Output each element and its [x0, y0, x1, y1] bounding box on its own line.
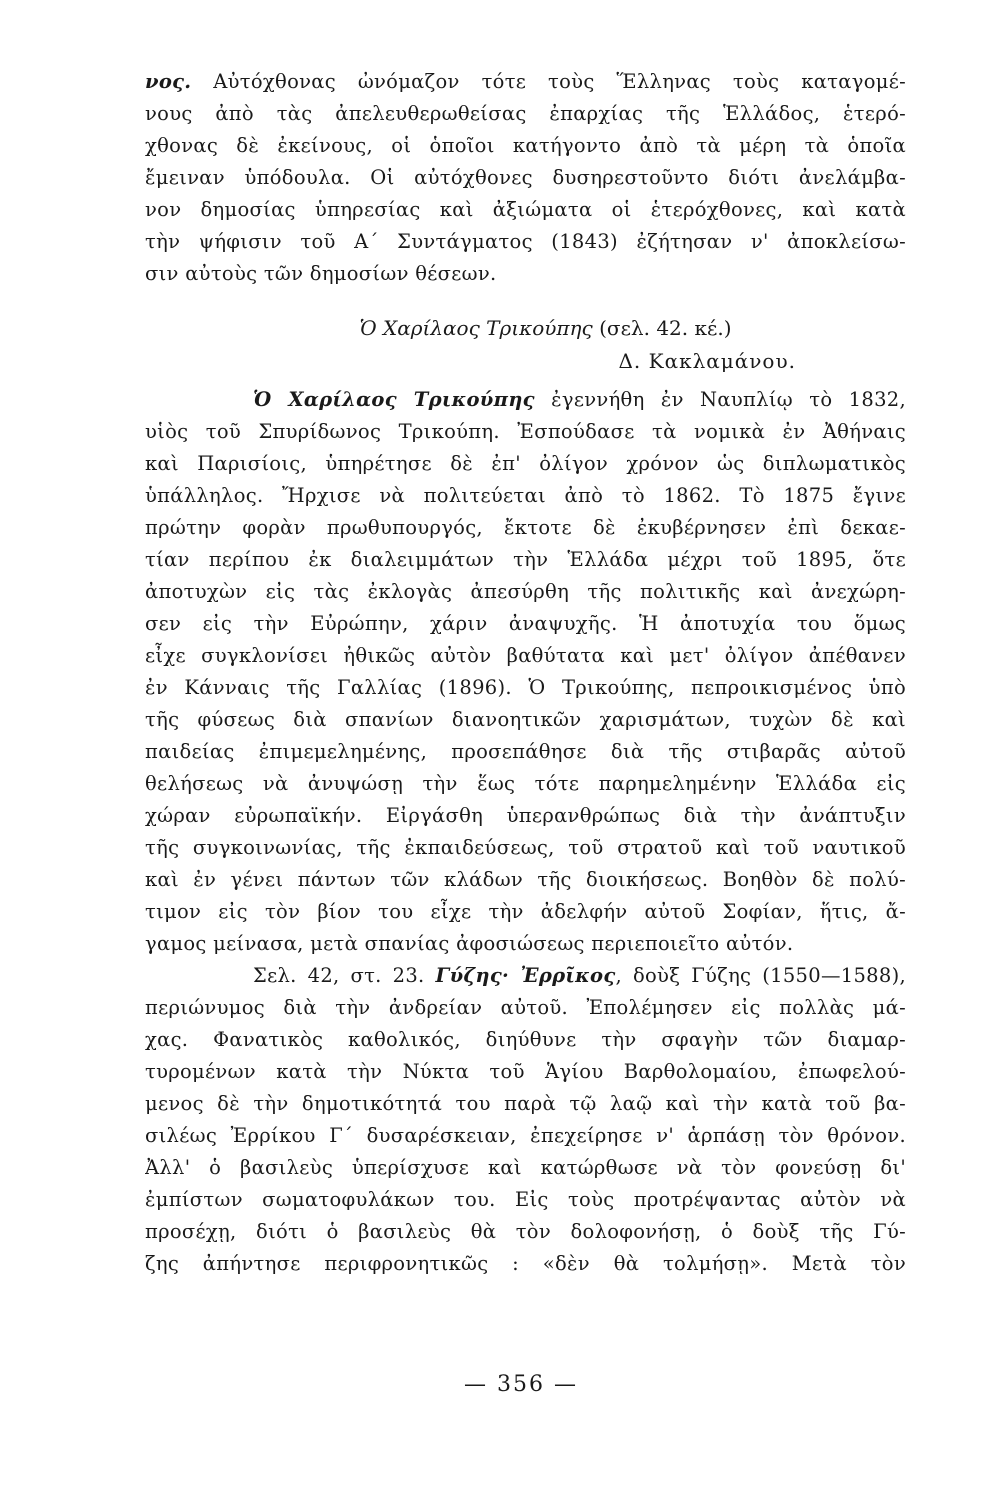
paragraph-autochthons	[145, 66, 906, 290]
text-line: Ὁ Χαρίλαος Τρικούπης ἐγεννήθη ἐν Ναυπλίῳ τὸ 1832,	[253, 388, 906, 411]
entry-title: Ὁ Χαρίλαος Τρικούπης	[253, 388, 535, 411]
reference-author: Δ. Κακλαμάνου.	[618, 349, 796, 373]
text-line: παιδείας ἐπιμεμελημένης, προσεπάθησε διὰ τῆς στιβαρᾶς αὐτοῦ	[145, 740, 906, 763]
text-line: χας. Φανατικὸς καθολικός, διηύθυνε τὴν σφαγὴν τῶν διαμαρ-	[145, 1028, 906, 1051]
text-line: εἶχε συγκλονίσει ἠθικῶς αὐτὸν βαθύτατα καὶ μετ' ὀλίγον ἀπέθανεν	[145, 644, 906, 667]
text-line: ζης ἀπήντησε περιφρονητικῶς : «δὲν θὰ τολμήσῃ». Μετὰ τὸν	[145, 1252, 906, 1275]
text-line: καὶ ἐν γένει πάντων τῶν κλάδων τῆς διοικήσεως. Βοηθὸν δὲ πολύ-	[145, 868, 906, 891]
text-line: θελήσεως νὰ ἀνυψώσῃ τὴν ἕως τότε παρημελημένην Ἑλλάδα εἰς	[145, 772, 906, 795]
text-line: γαμος μείνασα, μετὰ σπανίας ἀφοσιώσεως περιεποιεῖτο αὐτόν.	[145, 932, 794, 955]
text-line: σιν αὐτοὺς τῶν δημοσίων θέσεων.	[145, 262, 497, 285]
text-line: νος. Αὐτόχθονας ὠνόμαζον τότε τοὺς Ἕλληνας τοὺς καταγομέ-	[145, 70, 906, 93]
text-line: νον δημοσίας ὑπηρεσίας καὶ ἀξιώματα οἱ ἑτερόχθονες, καὶ κατὰ	[145, 198, 906, 221]
text-line: τυρομένων κατὰ τὴν Νύκτα τοῦ Ἁγίου Βαρθολομαίου, ἐπωφελού-	[145, 1060, 906, 1083]
word-continuation: νος.	[145, 70, 192, 93]
text-line: ἀποτυχὼν εἰς τὰς ἐκλογὰς ἀπεσύρθη τῆς πολιτικῆς καὶ ἀνεχώρη-	[145, 580, 906, 603]
text-line: σεν εἰς τὴν Εὐρώπην, χάριν ἀναψυχῆς. Ἡ ἀποτυχία του ὅμως	[145, 612, 906, 635]
text-line: τίαν περίπου ἐκ διαλειμμάτων τὴν Ἑλλάδα μέχρι τοῦ 1895, ὅτε	[145, 548, 906, 571]
text-line: ἔμειναν ὑπόδουλα. Οἱ αὐτόχθονες δυσηρεστοῦντο διότι ἀνελάμβα-	[145, 166, 906, 189]
text-line: προσέχῃ, διότι ὁ βασιλεὺς θὰ τὸν δολοφονήσῃ, ὁ δοὺξ τῆς Γύ-	[145, 1220, 906, 1243]
reference-heading	[145, 312, 906, 344]
text-line: πρώτην φορὰν πρωθυπουργός, ἔκτοτε δὲ ἐκυβέρνησεν ἐπὶ δεκαε-	[145, 516, 906, 539]
text-line: καὶ Παρισίοις, ὑπηρέτησε δὲ ἐπ' ὀλίγον χρόνον ὡς διπλωματικὸς	[145, 452, 906, 475]
text-line: τιμον εἰς τὸν βίον του εἶχε τὴν ἀδελφήν αὐτοῦ Σοφίαν, ἥτις, ἄ-	[145, 900, 906, 923]
text-line: σιλέως Ἐρρίκου Γ΄ δυσαρέσκειαν, ἐπεχείρησε ν' ἁρπάσῃ τὸν θρόνον.	[145, 1124, 906, 1147]
reference-title: Ὁ Χαρίλαος Τρικούπης	[359, 316, 593, 340]
text-line: ἐμπίστων σωματοφυλάκων του. Εἰς τοὺς προτρέψαντας αὐτὸν νὰ	[145, 1188, 906, 1211]
paragraph-trikoupis	[145, 384, 906, 960]
text-line: τῆς φύσεως διὰ σπανίων διανοητικῶν χαρισμάτων, τυχὼν δὲ καὶ	[145, 708, 906, 731]
text-line: ὑπάλληλος. Ἤρχισε νὰ πολιτεύεται ἀπὸ τὸ 1862. Τὸ 1875 ἔγινε	[145, 484, 906, 507]
text-line: υἱὸς τοῦ Σπυρίδωνος Τρικούπη. Ἐσπούδασε τὰ νομικὰ ἐν Ἀθήναις	[145, 420, 906, 443]
text-line: Σελ. 42, στ. 23. Γύζης· Ἐρρῖκος, δοὺξ Γύζης (1550—1588),	[253, 964, 906, 987]
text-line: τὴν ψήφισιν τοῦ Α΄ Συντάγματος (1843) ἐζήτησαν ν' ἀποκλείσω-	[145, 230, 906, 253]
text-line: χώραν εὐρωπαϊκήν. Εἰργάσθη ὑπερανθρώπως διὰ τὴν ἀνάπτυξιν	[145, 804, 906, 827]
text-line: ἐν Κάνναις τῆς Γαλλίας (1896). Ὁ Τρικούπης, πεπροικισμένος ὑπὸ	[145, 676, 906, 699]
text-line: Ἀλλ' ὁ βασιλεὺς ὑπερίσχυσε καὶ κατώρθωσε νὰ τὸν φονεύσῃ δι'	[145, 1156, 906, 1179]
text-line: τῆς συγκοινωνίας, τῆς ἐκπαιδεύσεως, τοῦ στρατοῦ καὶ τοῦ ναυτικοῦ	[145, 836, 906, 859]
text-line: περιώνυμος διὰ τὴν ἀνδρείαν αὐτοῦ. Ἐπολέμησεν εἰς πολλὰς μά-	[145, 996, 906, 1019]
text-line: μενος δὲ τὴν δημοτικότητά του παρὰ τῷ λαῷ καὶ τὴν κατὰ τοῦ βα-	[145, 1092, 906, 1115]
reference-citation: (σελ. 42. κέ.)	[599, 316, 732, 340]
page-reference: Σελ. 42, στ. 23.	[253, 964, 436, 987]
text-line: χθονας δὲ ἐκείνους, οἱ ὁποῖοι κατήγοντο ἀπὸ τὰ μέρη τὰ ὁποῖα	[145, 134, 906, 157]
entry-title: Γύζης· Ἐρρῖκος	[435, 964, 616, 987]
page-number: — 356 —	[464, 1372, 578, 1397]
paragraph-guise	[145, 960, 906, 1280]
text-line: νους ἀπὸ τὰς ἀπελευθερωθείσας ἐπαρχίας τῆς Ἑλλάδος, ἑτερό-	[145, 102, 906, 125]
